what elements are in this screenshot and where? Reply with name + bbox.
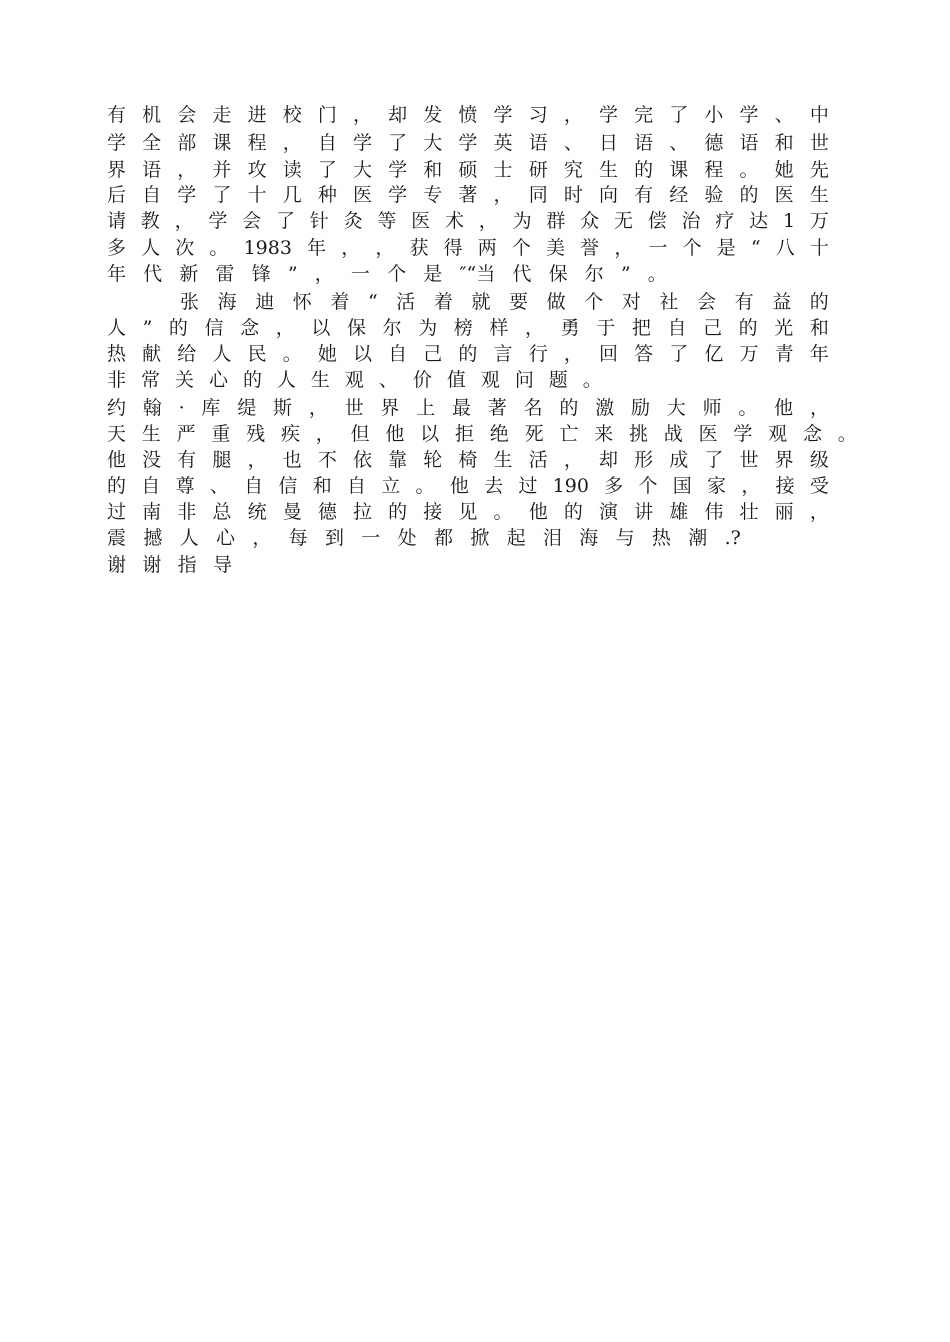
paragraph-line-12: 约 翰 · 库 缇 斯 ， 世 界 上 最 著 名 的 激 励 大 师 。 他 ，: [107, 397, 829, 419]
paragraph-line-7: 年 代 新 雷 锋 ” ， 一 个 是 ″“当 代 保 尔 ” 。: [107, 263, 667, 285]
paragraph-line-15: 的 自 尊 、 自 信 和 自 立 。 他 去 过 190 多 个 国 家 ， 接 受: [107, 475, 829, 497]
paragraph-line-10: 热 献 给 人 民 。 她 以 自 己 的 言 行 ， 回 答 了 亿 万 青 年: [107, 343, 829, 365]
paragraph-line-17: 震 撼 人 心 ， 每 到 一 处 都 掀 起 泪 海 与 热 潮 .?: [107, 527, 741, 549]
paragraph-line-14: 他 没 有 腿 ， 也 不 依 靠 轮 椅 生 活 ， 却 形 成 了 世 界 级: [107, 449, 829, 471]
paragraph-line-4: 后 自 学 了 十 几 种 医 学 专 著 ， 同 时 向 有 经 验 的 医 生: [107, 184, 829, 206]
closing-line: 谢 谢 指 导: [107, 554, 232, 576]
paragraph-line-5: 请 教 ， 学 会 了 针 灸 等 医 术 ， 为 群 众 无 偿 治 疗 达 1 万: [107, 210, 829, 232]
paragraph-line-6: 多 人 次 。 1983 年 ， ， 获 得 两 个 美 誉 ， 一 个 是 “ 八 十: [107, 237, 829, 259]
paragraph-line-9: 人 ” 的 信 念 ， 以 保 尔 为 榜 样 ， 勇 于 把 自 己 的 光 和: [107, 317, 829, 339]
paragraph-line-13: 天 生 严 重 残 疾 ， 但 他 以 拒 绝 死 亡 来 挑 战 医 学 观 念 。: [107, 423, 857, 445]
paragraph-line-3: 界 语 ， 并 攻 读 了 大 学 和 硕 士 研 究 生 的 课 程 。 她 先: [107, 159, 829, 181]
paragraph-line-11: 非 常 关 心 的 人 生 观 、 价 值 观 问 题 。: [107, 369, 602, 391]
paragraph-line-8: 张 海 迪 怀 着 “ 活 着 就 要 做 个 对 社 会 有 益 的: [180, 291, 829, 313]
paragraph-line-2: 学 全 部 课 程 ， 自 学 了 大 学 英 语 、 日 语 、 德 语 和 世: [107, 132, 829, 154]
paragraph-line-16: 过 南 非 总 统 曼 德 拉 的 接 见 。 他 的 演 讲 雄 伟 壮 丽 ，: [107, 501, 829, 523]
paragraph-line-1: 有 机 会 走 进 校 门 ， 却 发 愤 学 习 ， 学 完 了 小 学 、 中: [107, 104, 829, 126]
